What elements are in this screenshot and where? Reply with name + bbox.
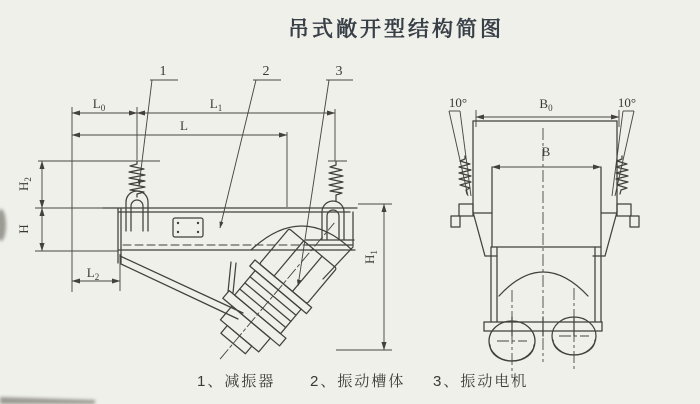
callout-number-1: 1 (159, 64, 167, 79)
angle-label-right: 10° (617, 95, 637, 110)
dim-label-H: H (16, 224, 31, 234)
damper-spring-end-left (459, 156, 471, 194)
dim-label-L1: $L_1$ (209, 96, 223, 113)
inspection-plate (173, 218, 203, 237)
motor-mount-arc (251, 226, 352, 250)
vibration-motor-side (192, 199, 362, 382)
hanger-bracket-left (459, 204, 473, 216)
callouts (139, 64, 353, 286)
dim-label-H2: $H_2$ (16, 177, 33, 191)
dim-label-L2: $L_2$ (86, 265, 100, 282)
legend-item-damper: 1、减振器 (197, 373, 276, 390)
center-lines (497, 128, 589, 378)
hanger-bracket-right (617, 204, 631, 216)
callout-number-3: 3 (335, 64, 343, 79)
legend-item-trough: 2、振动槽体 (310, 373, 406, 390)
dim-label-H1: $H_1$ (362, 250, 379, 264)
legend (197, 372, 528, 390)
damper-spring-end-right (616, 156, 628, 194)
angle-label-left: 10° (448, 95, 468, 110)
dim-label-B: B (541, 144, 551, 159)
vibrating-trough-side (103, 208, 357, 319)
dim-label-L0: $L_0$ (92, 96, 106, 113)
diagram-title: 吊式敞开型结构简图 (288, 18, 504, 41)
end-view (449, 95, 639, 378)
dim-label-B0: $B_0$ (539, 96, 553, 113)
scan-artifacts (0, 209, 95, 404)
callout-number-2: 2 (262, 64, 270, 79)
damper-spring-right (329, 162, 343, 201)
side-view (16, 64, 392, 383)
dim-label-L: L (180, 118, 188, 133)
legend-item-motor: 3、振动电机 (433, 373, 529, 390)
